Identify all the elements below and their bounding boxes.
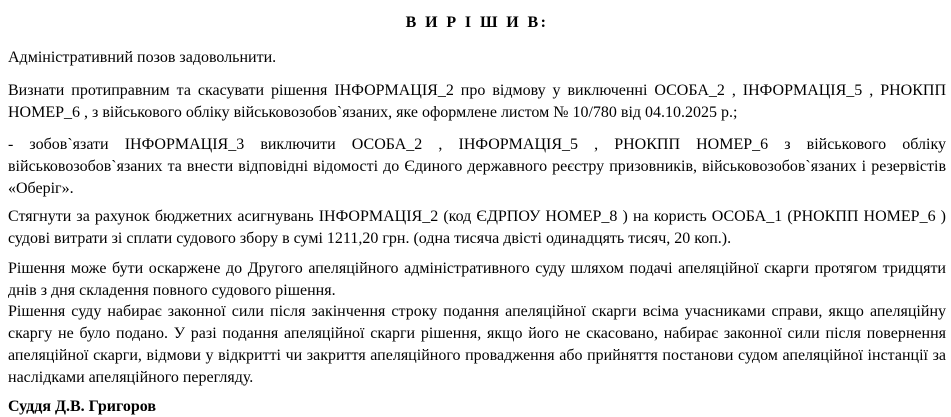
paragraph-appeal-procedure: Рішення може бути оскаржене до Другого апеляційного адміністративного суду шляхом подачі апеляційної скарги протягом тридцяти днів з дня складення повного судового рішення. (8, 260, 946, 299)
judge-signature: Суддя Д.В. Григоров (8, 398, 156, 415)
paragraph-decision-annulled: Визнати протиправним та скасувати рішення ІНФОРМАЦІЯ_2 про відмову у виключенні ОСОБА_2 , ІНФОРМАЦІЯ_5 , РНОКПП НОМЕР_6 , з військового обліку військовозобов`язаних, яке оформлене листом № 10/780 від 04.10.2025 р.; (8, 82, 946, 121)
paragraph-claim-satisfied: Адміністративний позов задовольнити. (8, 49, 277, 66)
resolution-heading: В И Р І Ш И В: (405, 14, 549, 31)
paragraph-obligation-to-exclude: - зобов`язати ІНФОРМАЦІЯ_3 виключити ОСОБА_2 , ІНФОРМАЦІЯ_5 , РНОКПП НОМЕР_6 з військового обліку військовозобов`язаних та внести відповідні відомості до Єдиного державного реєстру призовників, військовозобов`язаних і резервістів «Оберіг». (8, 136, 946, 197)
paragraph-legal-force: Рішення суду набирає законної сили після закінчення строку подання апеляційної скарги всіма учасниками справи, якщо апеляційну скаргу не було подано. У разі подання апеляційної скарги рішення, якщо його не скасовано, набирає законної сили після повернення апеляційної скарги, відмови у відкритті чи закриття апеляційного провадження або прийняття постанови судом апеляційної інстанції за наслідками апеляційного перегляду. (8, 303, 946, 386)
paragraph-court-fee-recovery: Стягнути за рахунок бюджетних асигнувань ІНФОРМАЦІЯ_2 (код ЄДРПОУ НОМЕР_8 ) на користь ОСОБА_1 (РНОКПП НОМЕР_6 ) судові витрати зі сплати судового збору в сумі 1211,20 грн. (одна тисяча двісті одинадцять тисяч, 20 коп.). (8, 208, 946, 247)
